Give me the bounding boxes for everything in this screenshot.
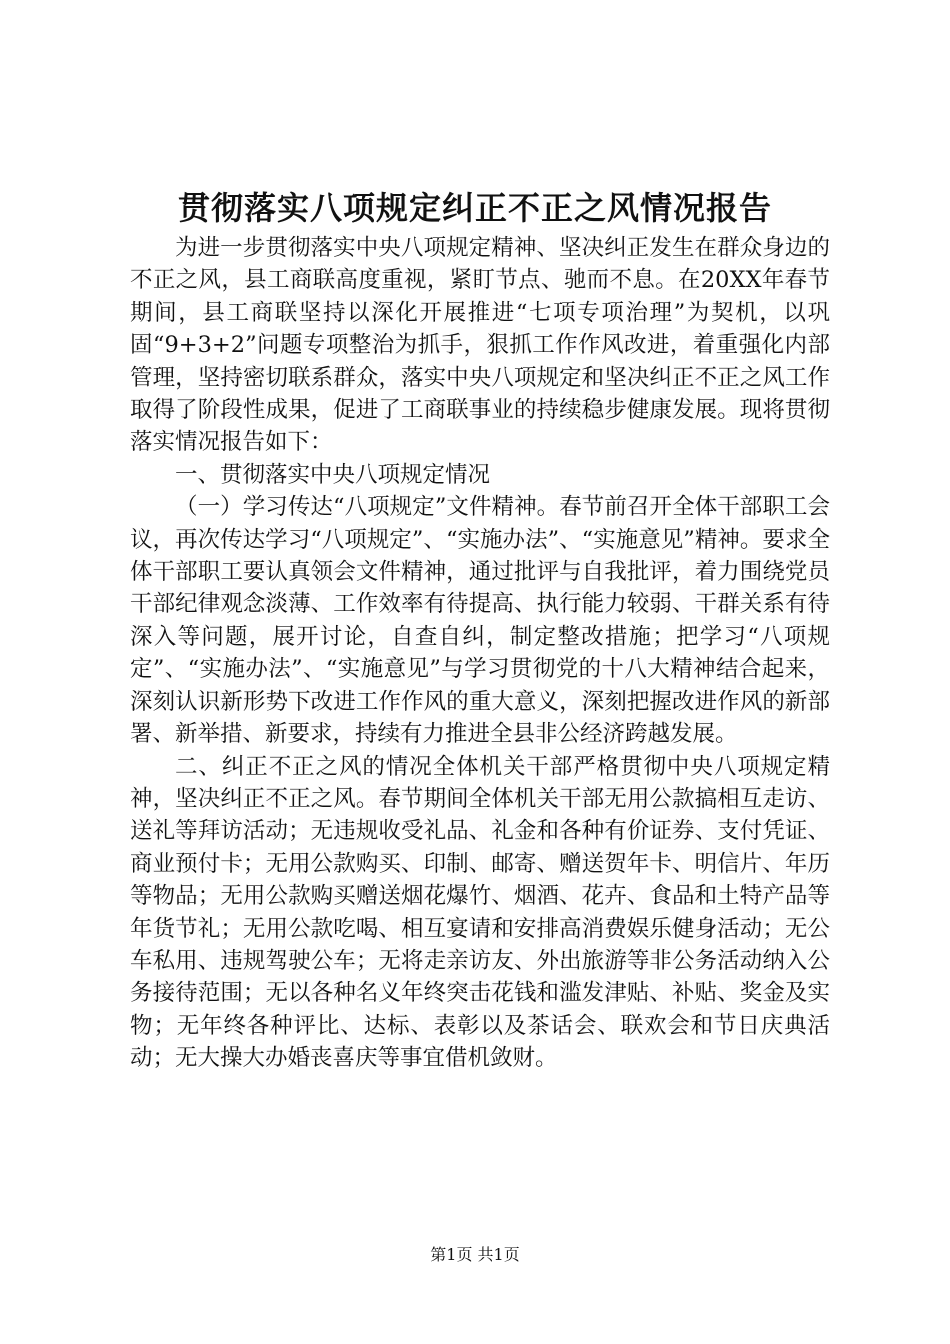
- subsection-paragraph-1: （一）学习传达“八项规定”文件精神。春节前召开全体干部职工会议，再次传达学习“八项规定”、“实施办法”、“实施意见”精神。要求全体干部职工要认真领会文件精神，通过批评与自我批评，着力围绕党员干部纪律观念淡薄、工作效率有待提高、执行能力较弱、干群关系有待深入等问题，展开讨论，自查自纠，制定整改措施；把学习“八项规定”、“实施办法”、“实施意见”与学习贯彻党的十八大精神结合起来，深刻认识新形势下改进工作作风的重大意义，深刻把握改进作风的新部署、新举措、新要求，持续有力推进全县非公经济跨越发展。: [130, 494, 830, 748]
- intro-paragraph: 为进一步贯彻落实中央八项规定精神、坚决纠正发生在群众身边的不正之风，县工商联高度重视，紧盯节点、驰而不息。在20XX年春节期间，县工商联坚持以深化开展推进“七项专项治理”为契机，以巩固“9+3+2”问题专项整治为抓手，狠抓工作作风改进，着重强化内部管理，坚持密切联系群众，落实中央八项规定和坚决纠正不正之风工作取得了阶段性成果，促进了工商联事业的持续稳步健康发展。现将贯彻落实情况报告如下：: [130, 235, 830, 456]
- page-number-footer: 第1页 共1页: [430, 1245, 520, 1264]
- document-body: [130, 232, 830, 1075]
- section-heading-1: 一、贯彻落实中央八项规定情况: [175, 461, 491, 488]
- document-title: 贯彻落实八项规定纠正不正之风情况报告: [177, 189, 772, 227]
- section-paragraph-2: 二、纠正不正之风的情况全体机关干部严格贯彻中央八项规定精神，坚决纠正不正之风。春节期间全体机关干部无用公款搞相互走访、送礼等拜访活动；无违规收受礼品、礼金和各种有价证券、支付凭证、商业预付卡；无用公款购买、印制、邮寄、赠送贺年卡、明信片、年历等物品；无用公款购买赠送烟花爆竹、烟酒、花卉、食品和土特产品等年货节礼；无用公款吃喝、相互宴请和安排高消费娱乐健身活动；无公车私用、违规驾驶公车；无将走亲访友、外出旅游等非公务活动纳入公务接待范围；无以各种名义年终突击花钱和滥发津贴、补贴、奖金及实物；无年终各种评比、达标、表彰以及茶话会、联欢会和节日庆典活动；无大操大办婚丧喜庆等事宜借机敛财。: [130, 753, 830, 1072]
